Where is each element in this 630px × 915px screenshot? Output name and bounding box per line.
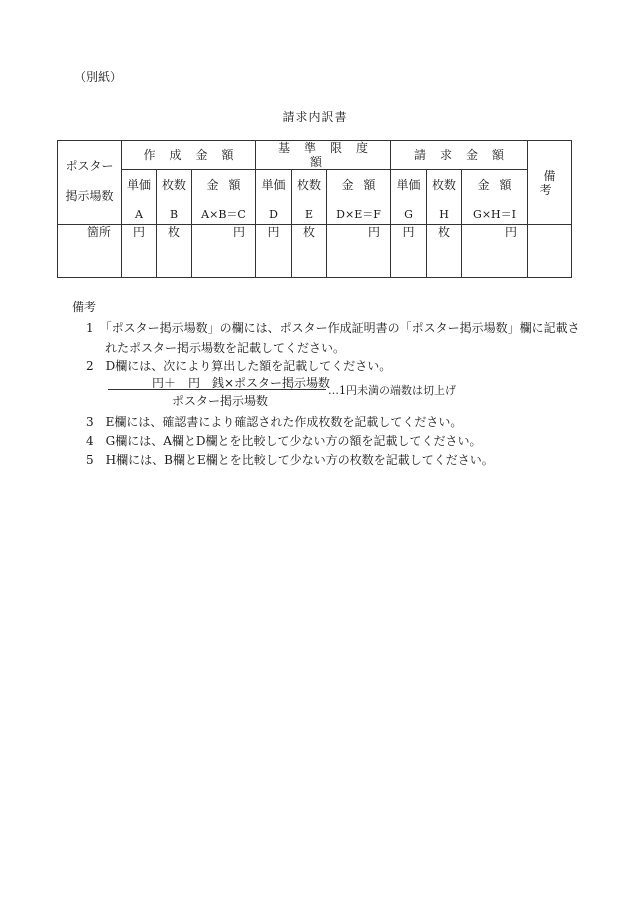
group-header-limit: 基準限度額: [256, 141, 391, 170]
annex-label: （別紙）: [74, 70, 123, 84]
group-header-creation: 作成金額: [122, 141, 256, 170]
document-title: 請求内訳書: [282, 110, 348, 124]
remarks-cell: [528, 225, 572, 278]
note-item-2: 2 D欄には、次により算出した額を記載してください。: [86, 359, 392, 373]
unit-cell: 円: [192, 225, 256, 278]
formula-denominator: ポスター掲示場数: [172, 394, 269, 408]
note-item-5: 5 H欄には、B欄とE欄とを比較して少ない方の枚数を記載してください。: [86, 453, 494, 467]
unit-cell: 枚: [427, 225, 462, 278]
note-item-3: 3 E欄には、確認書により確認された作成枚数を記載してください。: [86, 415, 463, 429]
note-item-1-continued: れたポスター掲示場数を記載してください。: [105, 341, 346, 355]
unit-cell: 枚: [292, 225, 327, 278]
remarks-header: 備考: [528, 141, 572, 225]
formula-rounding-note: …1円未満の端数は切上げ: [328, 384, 456, 397]
note-item-1: 1 「ポスター掲示場数」の欄には、ポスター作成証明書の「ポスター掲示場数」欄に記載さ: [86, 321, 580, 335]
poster-header-line1: ポスター: [65, 159, 114, 173]
unit-cell: 円: [462, 225, 528, 278]
subcol-f: 金額 D×E＝F: [327, 170, 391, 225]
subcol-i: 金額 G×H＝I: [462, 170, 528, 225]
subcol-e: 枚数 E: [292, 170, 327, 225]
table-row: [58, 225, 572, 278]
subcol-h: 枚数 H: [427, 170, 462, 225]
poster-count-header: [58, 141, 122, 225]
group-header-claim: 請求金額: [391, 141, 528, 170]
invoice-breakdown-table: [57, 140, 572, 278]
subcol-d: 単価 D: [256, 170, 292, 225]
poster-header-line2: 掲示場数: [65, 189, 114, 203]
subcol-b: 枚数 B: [157, 170, 192, 225]
subcol-g: 単価 G: [391, 170, 427, 225]
unit-cell: 枚: [157, 225, 192, 278]
unit-poster-places: 箇所: [58, 225, 122, 278]
unit-cell: 円: [327, 225, 391, 278]
unit-cell: 円: [391, 225, 427, 278]
formula-numerator: 円＋ 円 銭×ポスター掲示場数: [152, 376, 331, 390]
note-item-4: 4 G欄には、A欄とD欄とを比較して少ない方の額を記載してください。: [86, 434, 482, 448]
unit-cell: 円: [122, 225, 157, 278]
subcol-c: 金額 A×B＝C: [192, 170, 256, 225]
subcol-a: 単価 A: [122, 170, 157, 225]
notes-heading: 備考: [72, 300, 97, 314]
unit-cell: 円: [256, 225, 292, 278]
formula-fraction-bar: [108, 389, 326, 390]
